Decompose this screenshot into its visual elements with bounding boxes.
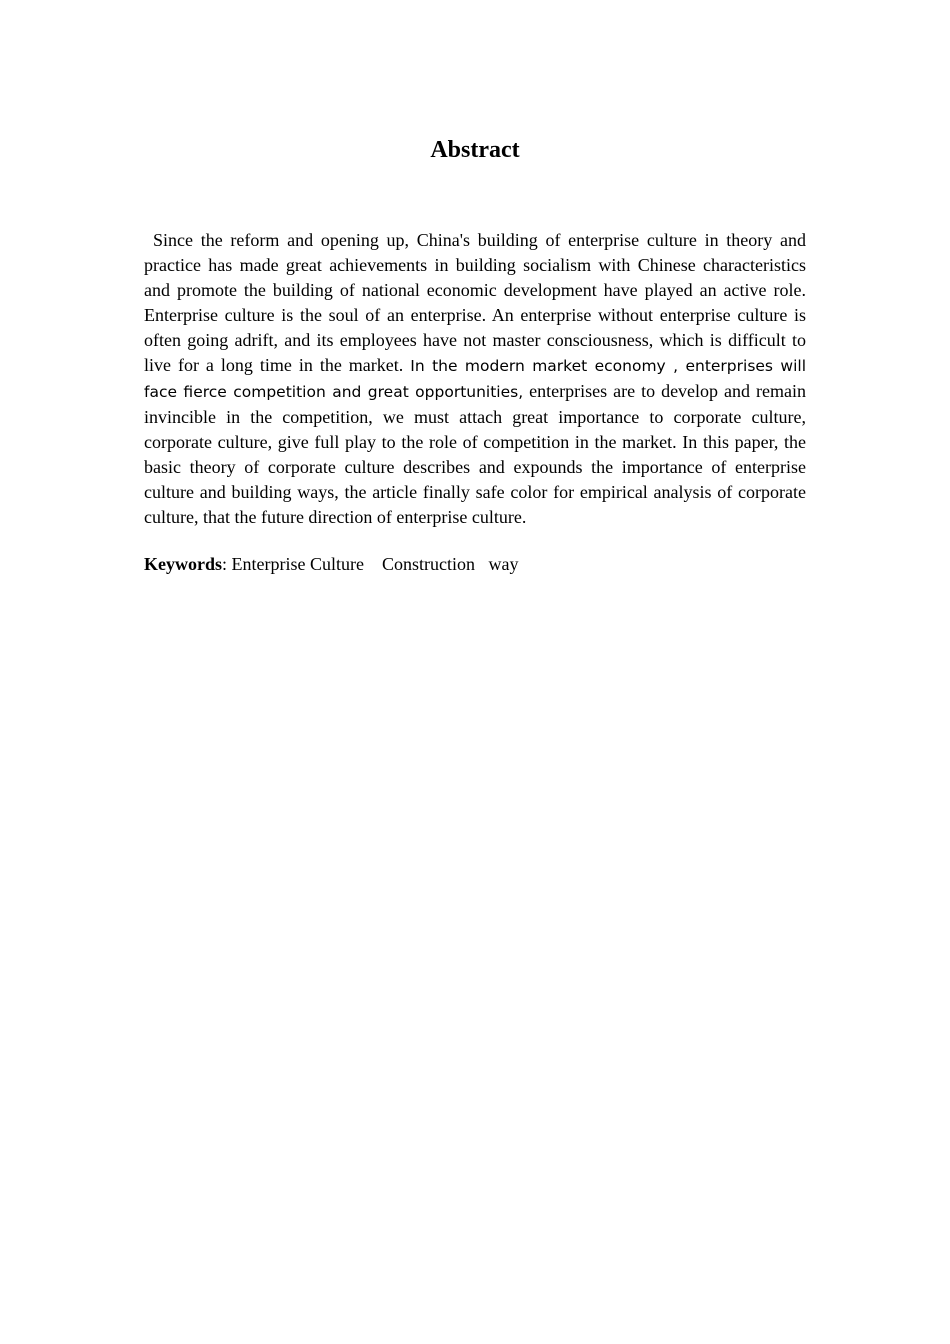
keywords-line (144, 552, 806, 577)
abstract-text-part1: Since the reform and opening up, China's building of enterprise culture in theory and practice has made great achievements in building socialism with Chinese characteristics and promote the building of national economic development have played an active role. Enterprise culture is the soul of an enterprise. An enterprise without enterprise culture is often going adrift, and its employees have not master consciousness, which is difficult to live for a long time in the market. (144, 230, 806, 375)
abstract-paragraph (144, 228, 806, 530)
keywords-values: : Enterprise Culture Construction way (222, 554, 519, 574)
keywords-label: Keywords (144, 554, 222, 574)
abstract-text-part2: In the modern market economy , enterprises will face fierce competition and great opportunities, (144, 357, 807, 401)
abstract-title: Abstract (430, 137, 520, 163)
abstract-text-part3: enterprises are to develop and remain invincible in the competition, we must attach great importance to corporate culture, corporate culture, give full play to the role of competition in the market. In this paper, the basic theory of corporate culture describes and expounds the importance of enterprise culture and building ways, the article finally safe color for empirical analysis of corporate culture, that the future direction of enterprise culture. (144, 381, 806, 527)
